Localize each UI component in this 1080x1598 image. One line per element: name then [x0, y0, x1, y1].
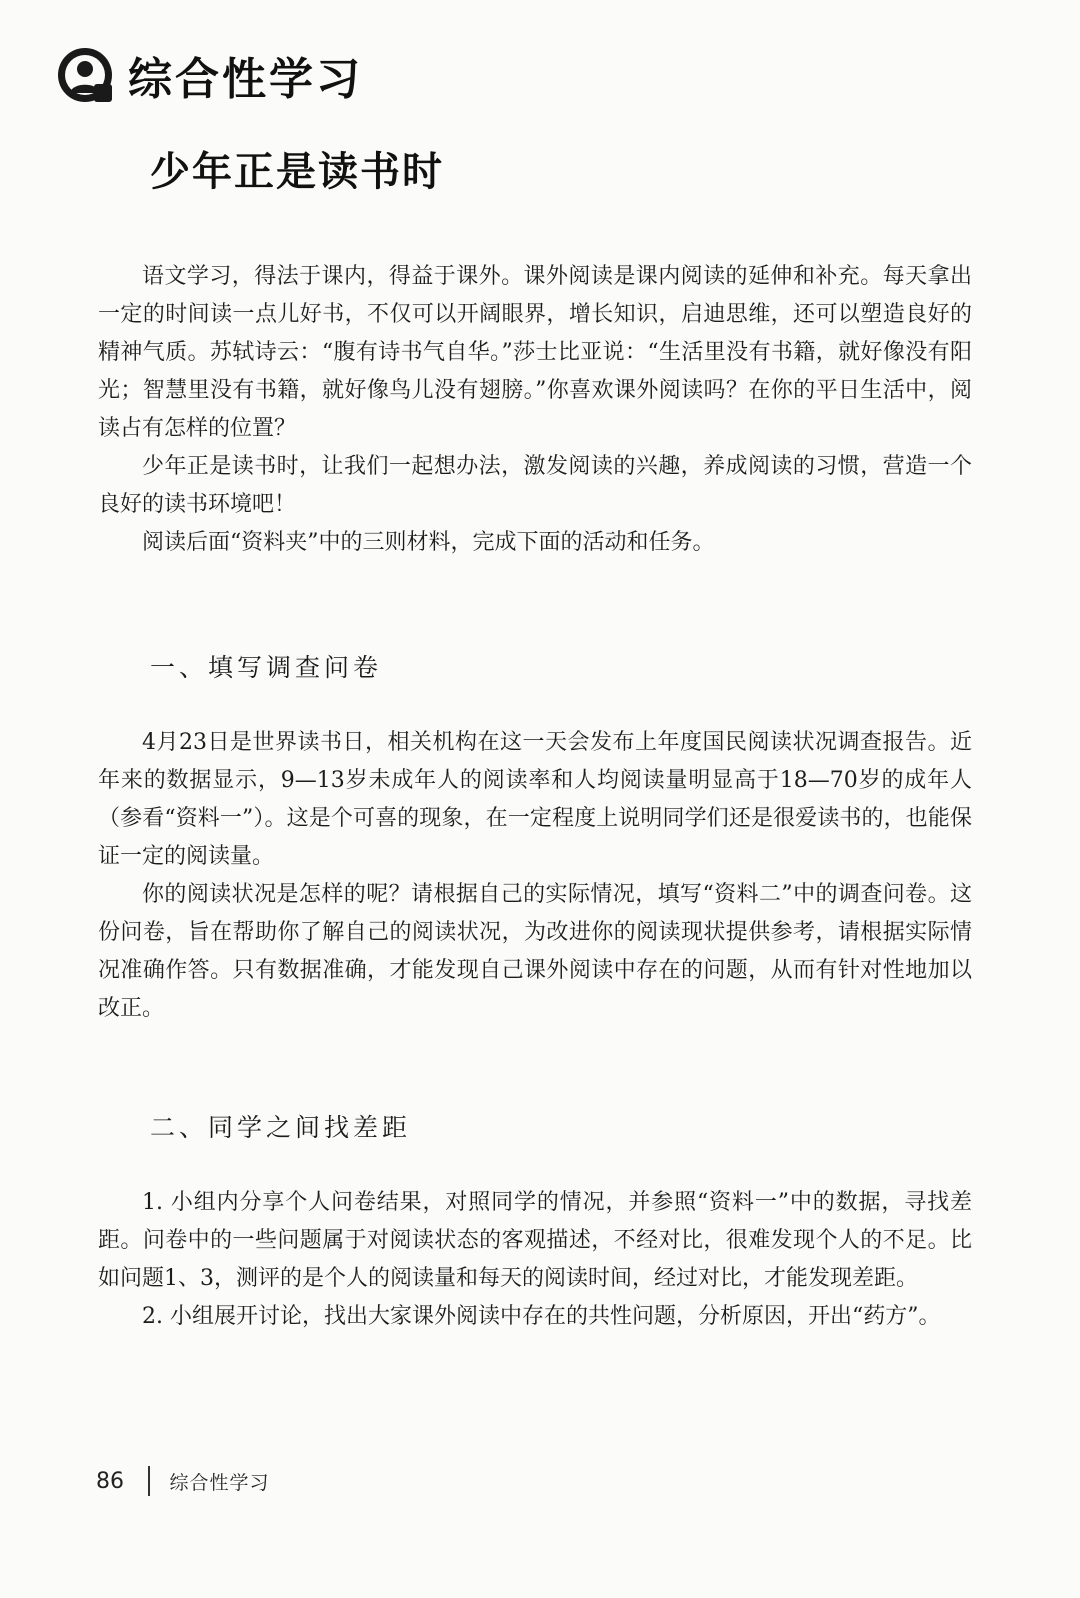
person-icon: [56, 46, 114, 104]
section-2-paragraph: 1. 小组内分享个人问卷结果，对照同学的情况，并参照“资料一”中的数据，寻找差距。问卷中的一些问题属于对阅读状态的客观描述，不经对比，很难发现个人的不足。比如问题1、3，测评的是个人的阅读量和每天的阅读时间，经过对比，才能发现差距。: [98, 1190, 972, 1291]
intro-text: [98, 258, 972, 562]
intro-paragraph: 阅读后面“资料夹”中的三则材料，完成下面的活动和任务。: [142, 530, 715, 555]
section-1-paragraph: 4月23日是世界读书日，相关机构在这一天会发布上年度国民阅读状况调查报告。近年来的数据显示，9—13岁未成年人的阅读率和人均阅读量明显高于18—70岁的成年人（参看“资料一”）。这是个可喜的现象，在一定程度上说明同学们还是很爱读书的，也能保证一定的阅读量。: [98, 730, 972, 869]
section-2-heading: 二、同学之间找差距: [150, 1113, 412, 1142]
section-1-heading: 一、填写调查问卷: [150, 653, 383, 682]
section-1-paragraph: 你的阅读状况是怎样的呢？请根据自己的实际情况，填写“资料二”中的调查问卷。这份问卷，旨在帮助你了解自己的阅读状况，为改进你的阅读现状提供参考，请根据实际情况准确作答。只有数据准确，才能发现自己课外阅读中存在的问题，从而有针对性地加以改正。: [98, 882, 972, 1021]
section-2-body: [98, 1184, 972, 1336]
section-1-body: [98, 724, 972, 1028]
page-number: 86: [96, 1468, 124, 1494]
page-footer: [96, 1466, 270, 1496]
lesson-title: 少年正是读书时: [150, 149, 444, 195]
header-title: 综合性学习: [128, 54, 363, 105]
footer-section-label: 综合性学习: [169, 1471, 270, 1494]
section-header: [56, 40, 363, 110]
footer-divider: [148, 1466, 150, 1496]
section-2-paragraph: 2. 小组展开讨论，找出大家课外阅读中存在的共性问题，分析原因，开出“药方”。: [142, 1304, 941, 1329]
intro-paragraph: 语文学习，得法于课内，得益于课外。课外阅读是课内阅读的延伸和补充。每天拿出一定的时间读一点儿好书，不仅可以开阔眼界，增长知识，启迪思维，还可以塑造良好的精神气质。苏轼诗云：“腹有诗书气自华。”莎士比亚说：“生活里没有书籍，就好像没有阳光；智慧里没有书籍，就好像鸟儿没有翅膀。”你喜欢课外阅读吗？在你的平日生活中，阅读占有怎样的位置？: [98, 264, 972, 441]
intro-paragraph: 少年正是读书时，让我们一起想办法，激发阅读的兴趣，养成阅读的习惯，营造一个良好的读书环境吧！: [98, 454, 972, 517]
